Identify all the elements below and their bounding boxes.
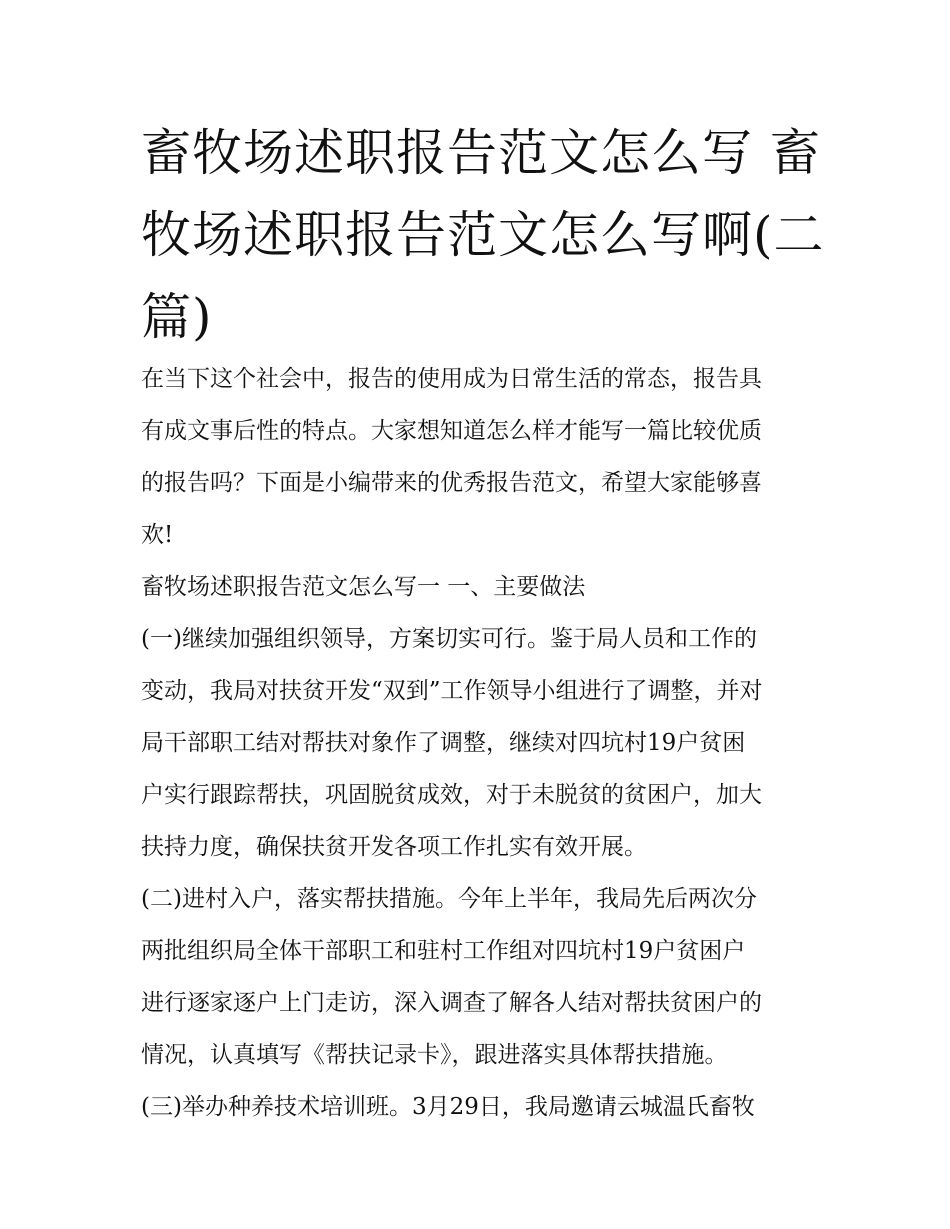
body-line: (二)进村入户，落实帮扶措施。今年上半年，我局先后两次分 — [141, 886, 757, 912]
body-line: 扶持力度，确保扶贫开发各项工作扎实有效开展。 — [141, 834, 647, 860]
body-line: (一)继续加强组织领导，方案切实可行。鉴于局人员和工作的 — [141, 626, 757, 652]
body-line: 情况，认真填写《帮扶记录卡》，跟进落实具体帮扶措施。 — [141, 1042, 728, 1068]
body-line: 局干部职工结对帮扶对象作了调整，继续对四坑村19户贫困 — [141, 730, 746, 756]
body-line: 进行逐家逐户上门走访，深入调查了解各人结对帮扶贫困户的 — [141, 990, 762, 1016]
document-body — [141, 353, 821, 1133]
body-line: 欢! — [141, 522, 174, 548]
title-line: 牧场述职报告范文怎么写啊(二 — [141, 206, 825, 264]
body-line: (三)举办种养技术培训班。3月29日，我局邀请云城温氏畜牧 — [141, 1094, 755, 1120]
body-line: 有成文事后性的特点。大家想知道怎么样才能写一篇比较优质 — [141, 418, 762, 444]
body-line: 变动，我局对扶贫开发“双到”工作领导小组进行了调整，并对 — [141, 678, 763, 704]
body-line: 在当下这个社会中，报告的使用成为日常生活的常态，报告具 — [141, 366, 762, 392]
body-line: 的报告吗？下面是小编带来的优秀报告范文，希望大家能够喜 — [141, 470, 762, 496]
body-line: 户实行跟踪帮扶，巩固脱贫成效，对于未脱贫的贫困户，加大 — [141, 782, 762, 808]
title-line: 篇) — [141, 288, 213, 346]
document-title — [141, 112, 825, 358]
title-line: 畜牧场述职报告范文怎么写 畜 — [141, 124, 821, 182]
body-line: 两批组织局全体干部职工和驻村工作组对四坑村19户贫困户 — [141, 938, 746, 964]
section-heading: 畜牧场述职报告范文怎么写一 一、主要做法 — [141, 574, 586, 600]
